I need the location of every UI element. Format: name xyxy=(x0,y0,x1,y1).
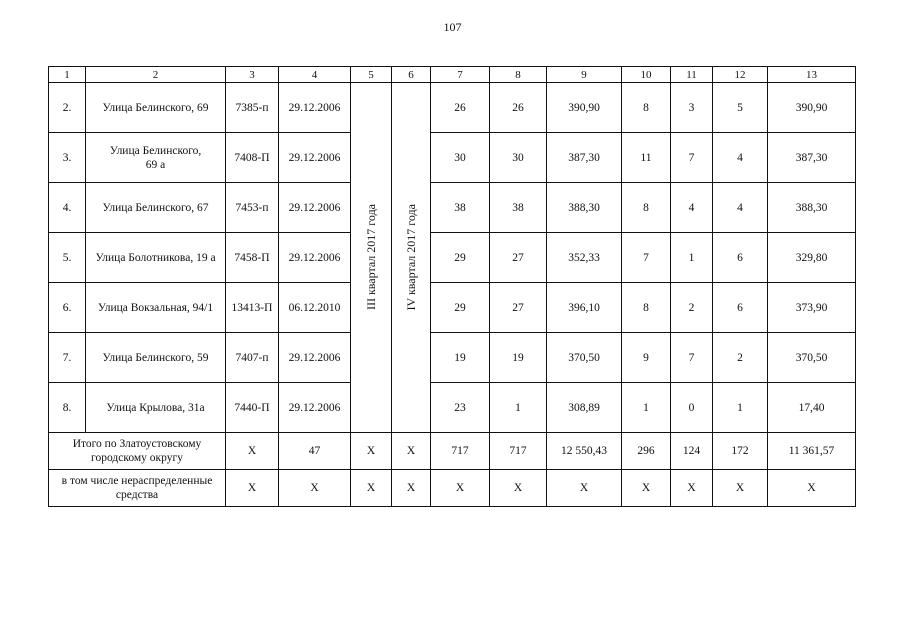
column-header: 11 xyxy=(671,67,713,83)
value-cell-c7: 19 xyxy=(431,333,490,383)
summary-cell-c7: Х xyxy=(431,470,490,507)
row-number: 4. xyxy=(49,183,86,233)
summary-cell-c4: 47 xyxy=(279,433,351,470)
table-row xyxy=(49,333,856,383)
column-header: 13 xyxy=(768,67,856,83)
column-header: 1 xyxy=(49,67,86,83)
column-header: 7 xyxy=(431,67,490,83)
summary-cell-c4: Х xyxy=(279,470,351,507)
value-cell-c7: 38 xyxy=(431,183,490,233)
value-cell-c7: 30 xyxy=(431,133,490,183)
quarter-cell-col6 xyxy=(392,83,431,433)
value-cell-c12: 4 xyxy=(713,133,768,183)
summary-cell-c6: Х xyxy=(392,470,431,507)
address-cell: Улица Болотникова, 19 а xyxy=(86,233,226,283)
column-header: 3 xyxy=(226,67,279,83)
value-cell-c9: 352,33 xyxy=(547,233,622,283)
row-number: 6. xyxy=(49,283,86,333)
row-number: 2. xyxy=(49,83,86,133)
column-header: 4 xyxy=(279,67,351,83)
value-cell-c8: 27 xyxy=(490,283,547,333)
value-cell-c9: 388,30 xyxy=(547,183,622,233)
column-header: 2 xyxy=(86,67,226,83)
value-cell-c11: 7 xyxy=(671,133,713,183)
value-cell-c11: 4 xyxy=(671,183,713,233)
value-cell-c8: 38 xyxy=(490,183,547,233)
summary-cell-c8: Х xyxy=(490,470,547,507)
value-cell-c10: 8 xyxy=(622,283,671,333)
value-cell-c9: 308,89 xyxy=(547,383,622,433)
row-number: 7. xyxy=(49,333,86,383)
value-cell-c10: 9 xyxy=(622,333,671,383)
document-number-cell: 7453-п xyxy=(226,183,279,233)
summary-cell-c3: Х xyxy=(226,433,279,470)
summary-cell-c7: 717 xyxy=(431,433,490,470)
value-cell-c12: 5 xyxy=(713,83,768,133)
summary-cell-c13: Х xyxy=(768,470,856,507)
value-cell-c9: 396,10 xyxy=(547,283,622,333)
table-row xyxy=(49,233,856,283)
quarter-cell-col5 xyxy=(351,83,392,433)
column-header: 9 xyxy=(547,67,622,83)
total-row xyxy=(49,433,856,470)
summary-cell-c12: 172 xyxy=(713,433,768,470)
column-header: 6 xyxy=(392,67,431,83)
summary-cell-c8: 717 xyxy=(490,433,547,470)
document-number-cell: 7440-П xyxy=(226,383,279,433)
value-cell-c8: 26 xyxy=(490,83,547,133)
value-cell-c8: 27 xyxy=(490,233,547,283)
value-cell-c13: 388,30 xyxy=(768,183,856,233)
table-row xyxy=(49,383,856,433)
allocation-table xyxy=(48,66,856,507)
row-number: 5. xyxy=(49,233,86,283)
document-number-cell: 7458-П xyxy=(226,233,279,283)
value-cell-c12: 1 xyxy=(713,383,768,433)
document-number-cell: 7385-п xyxy=(226,83,279,133)
address-cell: Улица Белинского, 67 xyxy=(86,183,226,233)
row-number: 3. xyxy=(49,133,86,183)
value-cell-c8: 1 xyxy=(490,383,547,433)
address-cell: Улица Белинского, 69 а xyxy=(86,133,226,183)
value-cell-c10: 1 xyxy=(622,383,671,433)
summary-cell-c12: Х xyxy=(713,470,768,507)
summary-cell-c9: 12 550,43 xyxy=(547,433,622,470)
column-header: 8 xyxy=(490,67,547,83)
value-cell-c13: 370,50 xyxy=(768,333,856,383)
value-cell-c9: 387,30 xyxy=(547,133,622,183)
date-cell: 29.12.2006 xyxy=(279,133,351,183)
document-number-cell: 7407-п xyxy=(226,333,279,383)
value-cell-c8: 30 xyxy=(490,133,547,183)
summary-cell-c9: Х xyxy=(547,470,622,507)
value-cell-c12: 6 xyxy=(713,233,768,283)
quarter-wrap xyxy=(353,87,389,428)
address-cell: Улица Крылова, 31а xyxy=(86,383,226,433)
value-cell-c8: 19 xyxy=(490,333,547,383)
address-cell: Улица Белинского, 59 xyxy=(86,333,226,383)
value-cell-c11: 3 xyxy=(671,83,713,133)
value-cell-c11: 1 xyxy=(671,233,713,283)
document-number-cell: 13413-П xyxy=(226,283,279,333)
column-header: 5 xyxy=(351,67,392,83)
value-cell-c10: 11 xyxy=(622,133,671,183)
column-header: 12 xyxy=(713,67,768,83)
total-row-label: Итого по Златоустовскому городскому округу xyxy=(49,433,226,470)
summary-cell-c6: Х xyxy=(392,433,431,470)
value-cell-c13: 390,90 xyxy=(768,83,856,133)
address-cell: Улица Вокзальная, 94/1 xyxy=(86,283,226,333)
value-cell-c13: 17,40 xyxy=(768,383,856,433)
value-cell-c10: 7 xyxy=(622,233,671,283)
value-cell-c7: 29 xyxy=(431,233,490,283)
quarter-label: III квартал 2017 года xyxy=(364,204,378,311)
value-cell-c7: 23 xyxy=(431,383,490,433)
summary-cell-c10: 296 xyxy=(622,433,671,470)
summary-cell-c13: 11 361,57 xyxy=(768,433,856,470)
table-row xyxy=(49,83,856,133)
summary-cell-c5: Х xyxy=(351,433,392,470)
value-cell-c9: 370,50 xyxy=(547,333,622,383)
value-cell-c10: 8 xyxy=(622,183,671,233)
row-number: 8. xyxy=(49,383,86,433)
date-cell: 29.12.2006 xyxy=(279,83,351,133)
value-cell-c11: 2 xyxy=(671,283,713,333)
date-cell: 06.12.2010 xyxy=(279,283,351,333)
summary-cell-c10: Х xyxy=(622,470,671,507)
summary-cell-c3: Х xyxy=(226,470,279,507)
value-cell-c7: 26 xyxy=(431,83,490,133)
document-number-cell: 7408-П xyxy=(226,133,279,183)
date-cell: 29.12.2006 xyxy=(279,383,351,433)
value-cell-c11: 0 xyxy=(671,383,713,433)
summary-cell-c11: Х xyxy=(671,470,713,507)
quarter-wrap xyxy=(394,87,428,428)
value-cell-c10: 8 xyxy=(622,83,671,133)
value-cell-c13: 329,80 xyxy=(768,233,856,283)
value-cell-c9: 390,90 xyxy=(547,83,622,133)
date-cell: 29.12.2006 xyxy=(279,183,351,233)
unallocated-row xyxy=(49,470,856,507)
quarter-label: IV квартал 2017 года xyxy=(404,204,418,311)
table-row xyxy=(49,183,856,233)
column-header: 10 xyxy=(622,67,671,83)
value-cell-c13: 373,90 xyxy=(768,283,856,333)
date-cell: 29.12.2006 xyxy=(279,333,351,383)
date-cell: 29.12.2006 xyxy=(279,233,351,283)
value-cell-c13: 387,30 xyxy=(768,133,856,183)
address-cell: Улица Белинского, 69 xyxy=(86,83,226,133)
summary-cell-c11: 124 xyxy=(671,433,713,470)
table-row xyxy=(49,283,856,333)
summary-cell-c5: Х xyxy=(351,470,392,507)
value-cell-c12: 6 xyxy=(713,283,768,333)
column-number-row xyxy=(49,67,856,83)
value-cell-c12: 2 xyxy=(713,333,768,383)
unallocated-row-label: в том числе нераспределенные средства xyxy=(49,470,226,507)
value-cell-c7: 29 xyxy=(431,283,490,333)
value-cell-c12: 4 xyxy=(713,183,768,233)
table-row xyxy=(49,133,856,183)
page-number: 107 xyxy=(443,20,462,34)
value-cell-c11: 7 xyxy=(671,333,713,383)
